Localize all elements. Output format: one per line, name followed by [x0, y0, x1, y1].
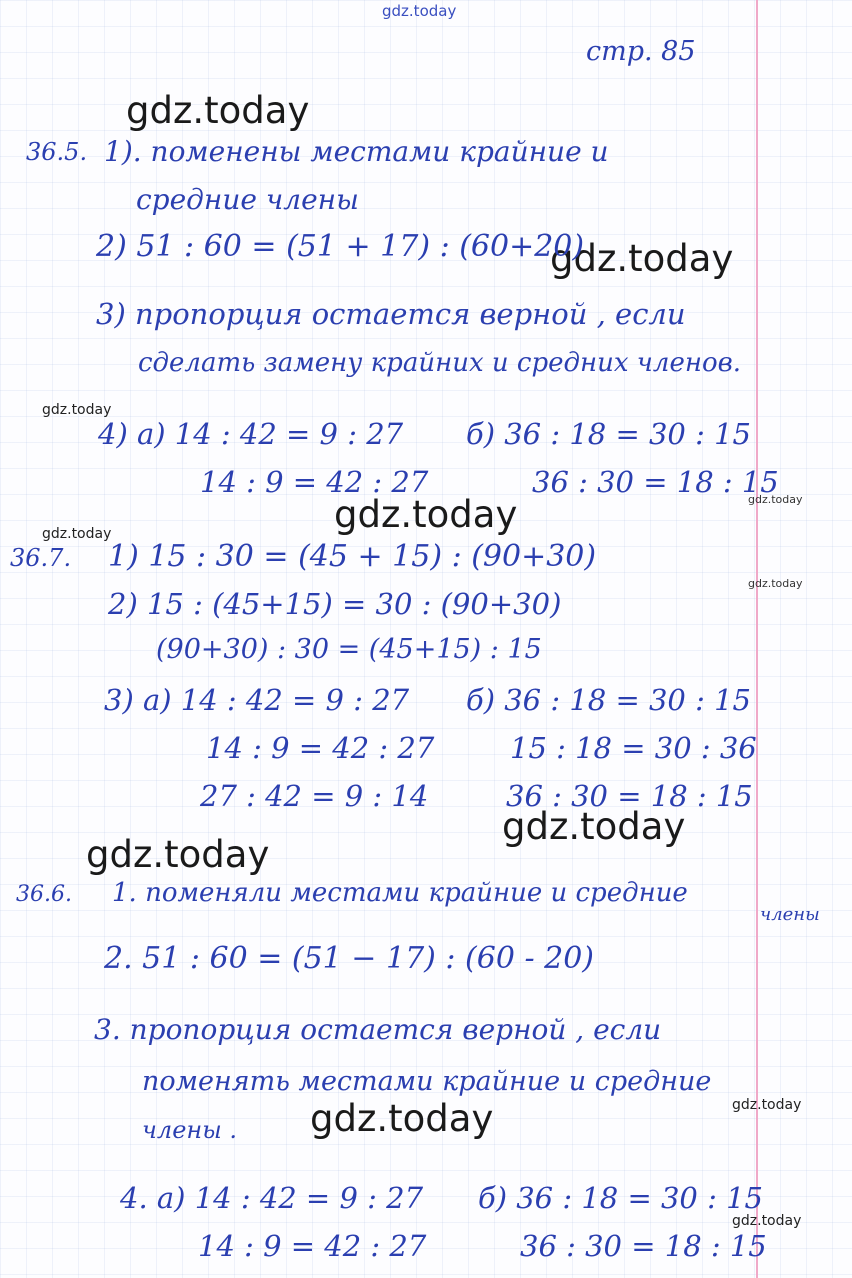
equation: 3) а) 14 : 42 = 9 : 27	[104, 683, 410, 717]
watermark-small: gdz.today	[732, 1213, 802, 1229]
equation: б) 36 : 18 = 30 : 15	[466, 683, 751, 717]
equation: 14 : 9 = 42 : 27	[198, 1229, 427, 1263]
equation: б) 36 : 18 = 30 : 15	[478, 1181, 763, 1215]
answer-line: члены	[760, 904, 820, 925]
answer-line: 3) пропорция остается верной , если	[96, 297, 686, 331]
answer-line: 1). поменены местами крайние и	[104, 135, 609, 168]
watermark: gdz.today	[86, 833, 270, 876]
page-reference: стр. 85	[586, 36, 696, 67]
equation: 2) 15 : (45+15) = 30 : (90+30)	[108, 587, 562, 621]
task-number: 36.5.	[26, 138, 88, 166]
equation: 1) 15 : 30 = (45 + 15) : (90+30)	[108, 539, 597, 574]
task-number: 36.7.	[10, 544, 72, 572]
equation: б) 36 : 18 = 30 : 15	[466, 417, 751, 451]
margin-line	[756, 0, 758, 1278]
equation: 14 : 9 = 42 : 27	[200, 465, 429, 499]
equation: 4) а) 14 : 42 = 9 : 27	[98, 417, 404, 451]
equation: 36 : 30 = 18 : 15	[532, 465, 779, 499]
equation: 2. 51 : 60 = (51 − 17) : (60 - 20)	[104, 941, 595, 976]
equation: 14 : 9 = 42 : 27	[206, 731, 435, 765]
answer-line: сделать замену крайних и средних членов.	[138, 348, 742, 378]
equation: 36 : 30 = 18 : 15	[520, 1229, 767, 1263]
equation: 36 : 30 = 18 : 15	[506, 779, 753, 813]
equation: (90+30) : 30 = (45+15) : 15	[156, 634, 542, 665]
answer-line: средние члены	[136, 183, 359, 216]
task-number: 36.6.	[16, 882, 72, 907]
watermark: gdz.today	[550, 237, 734, 280]
equation: 4. а) 14 : 42 = 9 : 27	[120, 1181, 424, 1215]
answer-line: члены .	[142, 1116, 238, 1144]
watermark-top: gdz.today	[382, 2, 457, 20]
equation: 27 : 42 = 9 : 14	[200, 779, 429, 813]
watermark: gdz.today	[502, 805, 686, 848]
watermark-small: gdz.today	[732, 1097, 802, 1113]
answer-line: 1. поменяли местами крайние и средние	[112, 878, 688, 908]
watermark: gdz.today	[126, 89, 310, 132]
watermark: gdz.today	[334, 493, 518, 536]
equation: 15 : 18 = 30 : 36	[510, 731, 757, 765]
answer-line: 3. пропорция остается верной , если	[94, 1013, 662, 1046]
watermark-small: gdz.today	[748, 493, 803, 506]
watermark-small: gdz.today	[42, 402, 112, 418]
watermark-small: gdz.today	[42, 526, 112, 542]
answer-line: 2) 51 : 60 = (51 + 17) : (60+20)	[96, 229, 585, 264]
watermark-small: gdz.today	[748, 577, 803, 590]
answer-line: поменять местами крайние и средние	[142, 1066, 712, 1097]
watermark: gdz.today	[310, 1097, 494, 1140]
